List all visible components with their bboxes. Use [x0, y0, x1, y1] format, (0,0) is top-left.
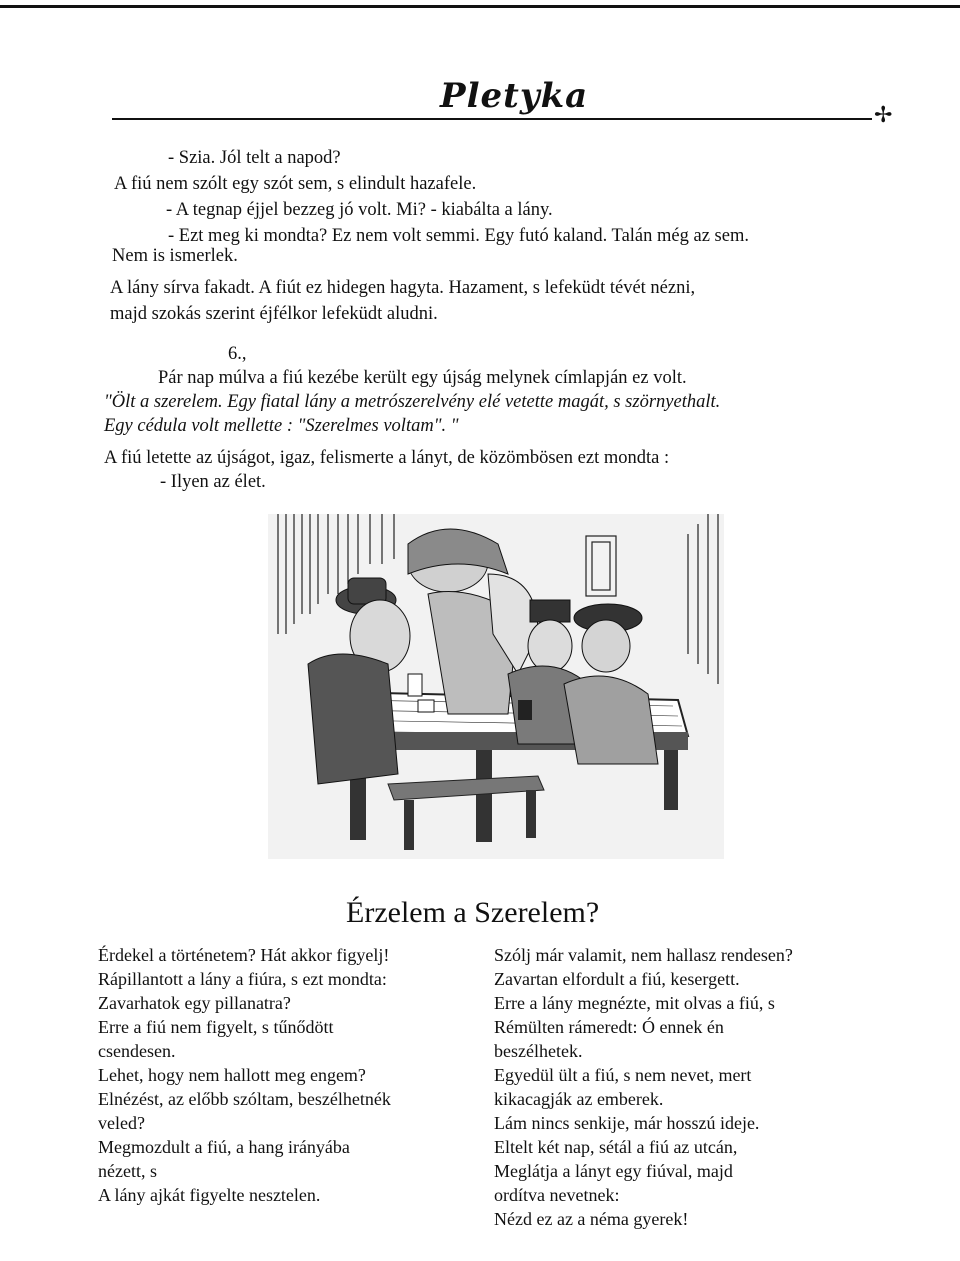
poem-line: beszélhetek. — [494, 1041, 583, 1061]
section-line: Pár nap múlva a fiú kezébe került egy újság melynek címlapján ez volt. — [158, 368, 687, 388]
corner-mark: ✢ — [874, 102, 893, 127]
poem-line: nézett, s — [98, 1161, 157, 1181]
section-number: 6., — [228, 344, 247, 364]
poem-line: kikacagják az emberek. — [494, 1089, 664, 1109]
poem-line: Érdekel a történetem? Hát akkor figyelj! — [98, 945, 390, 965]
poem-line: Nézd ez az a néma gyerek! — [494, 1209, 689, 1229]
tavern-scene-illustration — [268, 514, 724, 859]
poem-line: Eltelt két nap, sétál a fiú az utcán, — [494, 1137, 738, 1157]
poem-line: Zavarhatok egy pillanatra? — [98, 993, 291, 1013]
section-line: Egy cédula volt mellette : "Szerelmes voltam". " — [104, 416, 459, 436]
masthead-logo: Pletyka — [440, 76, 589, 116]
poem-line: Erre a lány megnézte, mit olvas a fiú, s — [494, 993, 775, 1013]
prose-line: - Ezt meg ki mondta? Ez nem volt semmi. Egy futó kaland. Talán még az sem. — [168, 226, 749, 246]
prose-line: majd szokás szerint éjfélkor lefeküdt aludni. — [110, 304, 438, 324]
poem-right-column — [494, 943, 793, 1231]
poem-line: veled? — [98, 1113, 145, 1133]
poem-line: Lehet, hogy nem hallott meg engem? — [98, 1065, 366, 1085]
prose-line: - A tegnap éjjel bezzeg jó volt. Mi? - kiabálta a lány. — [166, 200, 553, 220]
prose-line: - Szia. Jól telt a napod? — [168, 148, 341, 168]
header-rule — [112, 118, 872, 120]
prose-line: Nem is ismerlek. — [112, 246, 238, 266]
section-line: "Ölt a szerelem. Egy fiatal lány a metrószerelvény elé vetette magát, s szörnyethalt. — [104, 392, 721, 412]
poem-line: Meglátja a lányt egy fiúval, majd — [494, 1161, 733, 1181]
prose-line: A lány sírva fakadt. A fiút ez hidegen hagyta. Hazament, s lefeküdt tévét nézni, — [110, 278, 696, 298]
poem-line: ordítva nevetnek: — [494, 1185, 620, 1205]
poem-line: Rémülten rámeredt: Ó ennek én — [494, 1017, 724, 1037]
poem-line: Zavartan elfordult a fiú, kesergett. — [494, 969, 740, 989]
section-line: A fiú letette az újságot, igaz, felismerte a lányt, de közömbösen ezt mondta : — [104, 448, 670, 468]
section-line: - Ilyen az élet. — [160, 472, 266, 492]
poem-line: Lám nincs senkije, már hosszú ideje. — [494, 1113, 760, 1133]
top-rule — [0, 5, 960, 8]
poem-line: Szólj már valamit, nem hallasz rendesen? — [494, 945, 793, 965]
poem-title: Érzelem a Szerelem? — [346, 896, 600, 929]
poem-line: Rápillantott a lány a fiúra, s ezt mondta: — [98, 969, 387, 989]
poem-line: Megmozdult a fiú, a hang irányába — [98, 1137, 350, 1157]
poem-line: Egyedül ült a fiú, s nem nevet, mert — [494, 1065, 752, 1085]
poem-left-column — [98, 943, 391, 1207]
poem-line: Elnézést, az előbb szóltam, beszélhetnék — [98, 1089, 391, 1109]
poem-line: csendesen. — [98, 1041, 176, 1061]
poem-line: A lány ajkát figyelte nesztelen. — [98, 1185, 321, 1205]
prose-line: A fiú nem szólt egy szót sem, s elindult hazafele. — [114, 174, 477, 194]
poem-line: Erre a fiú nem figyelt, s tűnődött — [98, 1017, 334, 1037]
